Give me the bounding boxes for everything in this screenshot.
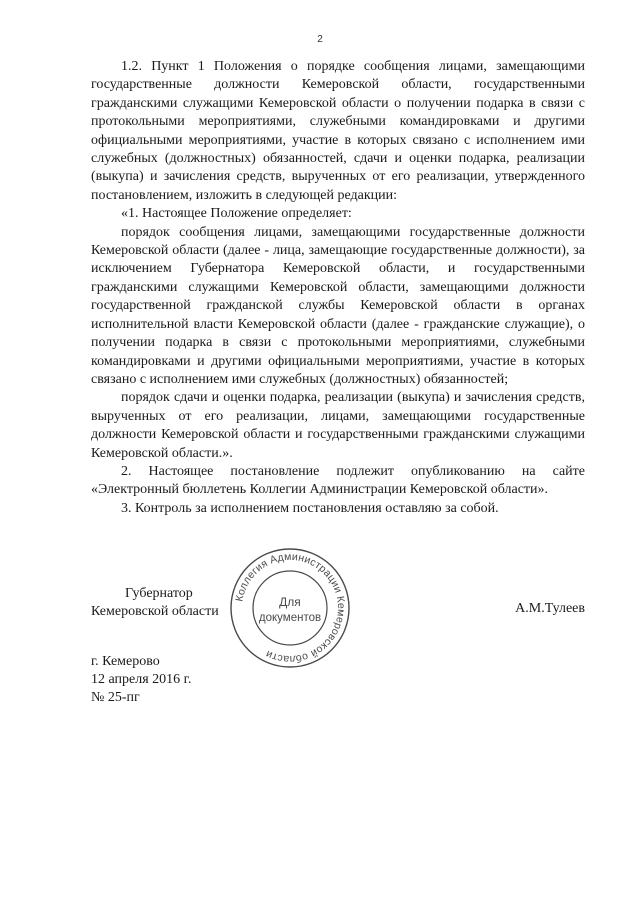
page-number: 2 xyxy=(317,34,323,45)
paragraph-2: 2. Настоящее постановление подлежит опубликованию на сайте «Электронный бюллетень Коллегии Администрации Кемеровской области». xyxy=(91,463,585,498)
paragraph-order-handover: порядок сдачи и оценки подарка, реализации (выкупа) и зачисления средств, вырученных от его реализации, лицами, замещающими государственные должности Кемеровской области и государственными гражданскими служащими Кемеровской области.». xyxy=(91,390,585,461)
stamp-center-line1: Для xyxy=(279,595,301,609)
footer-city: г. Кемерово xyxy=(91,654,160,669)
paragraph-1-2: 1.2. Пункт 1 Положения о порядке сообщения лицами, замещающими государственные должности Кемеровской области, государственными гражданскими служащими Кемеровской области о получении подарка в связи с протокольными мероприятиями, служебными командировками и другими официальными мероприятиями, участие в которых связано с исполнением ими служебных (должностных) обязанностей, сдачи и оценки подарка, реализации (выкупа) и зачисления средств, вырученных от его реализации, утвержденного постановлением, изложить в следующей редакции: xyxy=(91,59,585,203)
signatory-position xyxy=(91,585,219,622)
official-stamp xyxy=(228,546,352,670)
signatory-name: А.М.Тулеев xyxy=(515,601,585,616)
paragraph-order-report: порядок сообщения лицами, замещающими государственные должности Кемеровской области (далее - лица, замещающие государственные должности), за исключением Губернатора Кемеровской области, и государственными гражданскими служащими Кемеровской области, замещающими должности государственной гражданской службы Кемеровской области в органах исполнительной власти Кемеровской области (далее - гражданские служащие), о получении подарка в связи с протокольными мероприятиями, служебными командировками и другими официальными мероприятиями, участие в которых связано с исполнением ими служебных (должностных) обязанностей; xyxy=(91,224,585,387)
footer-date: 12 апреля 2016 г. xyxy=(91,672,192,687)
signatory-position-line2: Кемеровской области xyxy=(91,604,219,620)
document-body xyxy=(91,58,585,518)
paragraph-new-1: «1. Настоящее Положение определяет: xyxy=(121,206,352,222)
signatory-position-line1: Губернатор xyxy=(125,586,193,601)
document-footer xyxy=(91,653,191,707)
footer-number: № 25-пг xyxy=(91,690,140,705)
stamp-ring-text: Коллегия Администрации Кемеровской области xyxy=(233,550,348,666)
stamp-center-line2: документов xyxy=(258,612,322,624)
paragraph-3: 3. Контроль за исполнением постановления оставляю за собой. xyxy=(121,500,499,516)
